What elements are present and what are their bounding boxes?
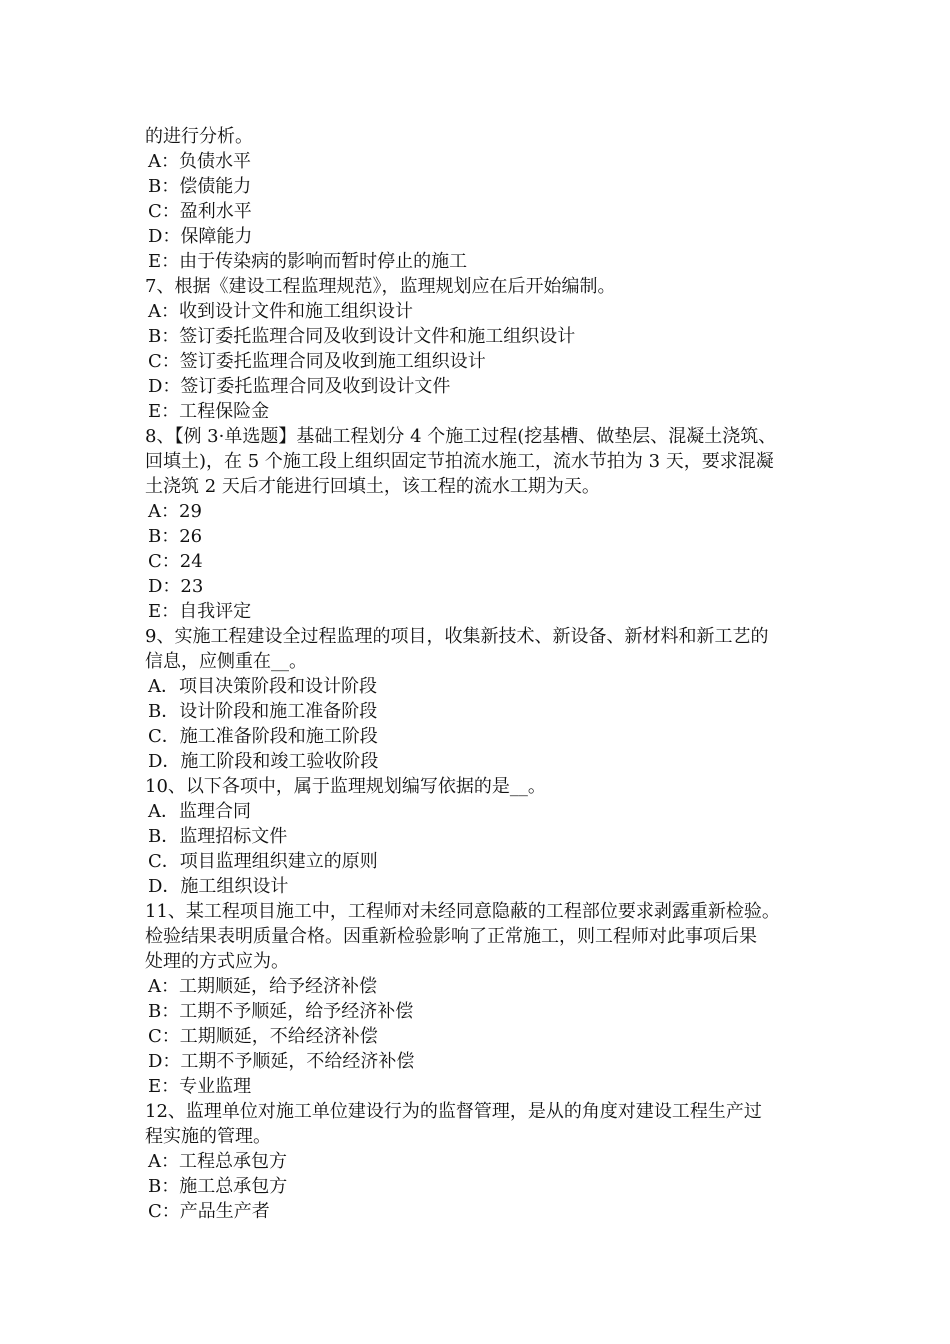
answer-option: A：29 — [148, 501, 202, 522]
answer-option: E：由于传染病的影响而暂时停止的施工 — [148, 251, 468, 272]
answer-option: B：签订委托监理合同及收到设计文件和施工组织设计 — [148, 326, 576, 347]
answer-option: D：保障能力 — [148, 226, 253, 247]
answer-option: A：工期顺延，给予经济补偿 — [148, 976, 377, 997]
answer-option: E：工程保险金 — [148, 401, 270, 422]
answer-option: C：24 — [148, 551, 203, 572]
question-text-continued: 处理的方式应为。 — [145, 951, 289, 972]
question-text-continued: 土浇筑 2 天后才能进行回填土，该工程的流水工期为天。 — [145, 476, 600, 497]
answer-option: C：产品生产者 — [148, 1201, 270, 1222]
answer-option: D：23 — [148, 576, 204, 597]
answer-option: C：工期顺延，不给经济补偿 — [148, 1026, 378, 1047]
question-text: 12、监理单位对施工单位建设行为的监督管理，是从的角度对建设工程生产过 — [145, 1101, 762, 1122]
answer-option: B：工期不予顺延，给予经济补偿 — [148, 1001, 414, 1022]
answer-option: E：专业监理 — [148, 1076, 252, 1097]
question-text-continued: 信息，应侧重在__。 — [145, 651, 307, 672]
question-text: 10、以下各项中，属于监理规划编写依据的是__。 — [145, 776, 546, 797]
question-text-continued: 检验结果表明质量合格。因重新检验影响了正常施工，则工程师对此事项后果 — [145, 926, 757, 947]
answer-option: D．施工阶段和竣工验收阶段 — [148, 751, 379, 772]
answer-option: A：工程总承包方 — [148, 1151, 287, 1172]
question-text: 8、【例 3·单选题】基础工程划分 4 个施工过程(挖基槽、做垫层、混凝土浇筑、 — [145, 426, 777, 447]
answer-option: B．设计阶段和施工准备阶段 — [148, 701, 378, 722]
answer-option: B：施工总承包方 — [148, 1176, 288, 1197]
question-text-continued: 的进行分析。 — [145, 126, 253, 147]
answer-option: C．项目监理组织建立的原则 — [148, 851, 378, 872]
question-text: 11、某工程项目施工中，工程师对未经同意隐蔽的工程部位要求剥露重新检验。 — [145, 901, 780, 922]
document-body — [145, 124, 825, 1224]
answer-option: C．施工准备阶段和施工阶段 — [148, 726, 378, 747]
answer-option: A．监理合同 — [148, 801, 251, 822]
answer-option: B：偿债能力 — [148, 176, 252, 197]
answer-option: D．施工组织设计 — [148, 876, 289, 897]
answer-option: A：负债水平 — [148, 151, 251, 172]
answer-option: E：自我评定 — [148, 601, 252, 622]
answer-option: C：盈利水平 — [148, 201, 252, 222]
answer-option: B．监理招标文件 — [148, 826, 288, 847]
answer-option: A．项目决策阶段和设计阶段 — [148, 676, 377, 697]
answer-option: B：26 — [148, 526, 203, 547]
question-text-continued: 回填土)，在 5 个施工段上组织固定节拍流水施工，流水节拍为 3 天，要求混凝 — [145, 451, 774, 472]
question-text-continued: 程实施的管理。 — [145, 1126, 271, 1147]
answer-option: D：工期不予顺延，不给经济补偿 — [148, 1051, 415, 1072]
answer-option: A：收到设计文件和施工组织设计 — [148, 301, 413, 322]
answer-option: D：签订委托监理合同及收到设计文件 — [148, 376, 451, 397]
question-text: 9、实施工程建设全过程监理的项目，收集新技术、新设备、新材料和新工艺的 — [145, 626, 769, 647]
question-text: 7、根据《建设工程监理规范》，监理规划应在后开始编制。 — [145, 276, 616, 297]
answer-option: C：签订委托监理合同及收到施工组织设计 — [148, 351, 486, 372]
